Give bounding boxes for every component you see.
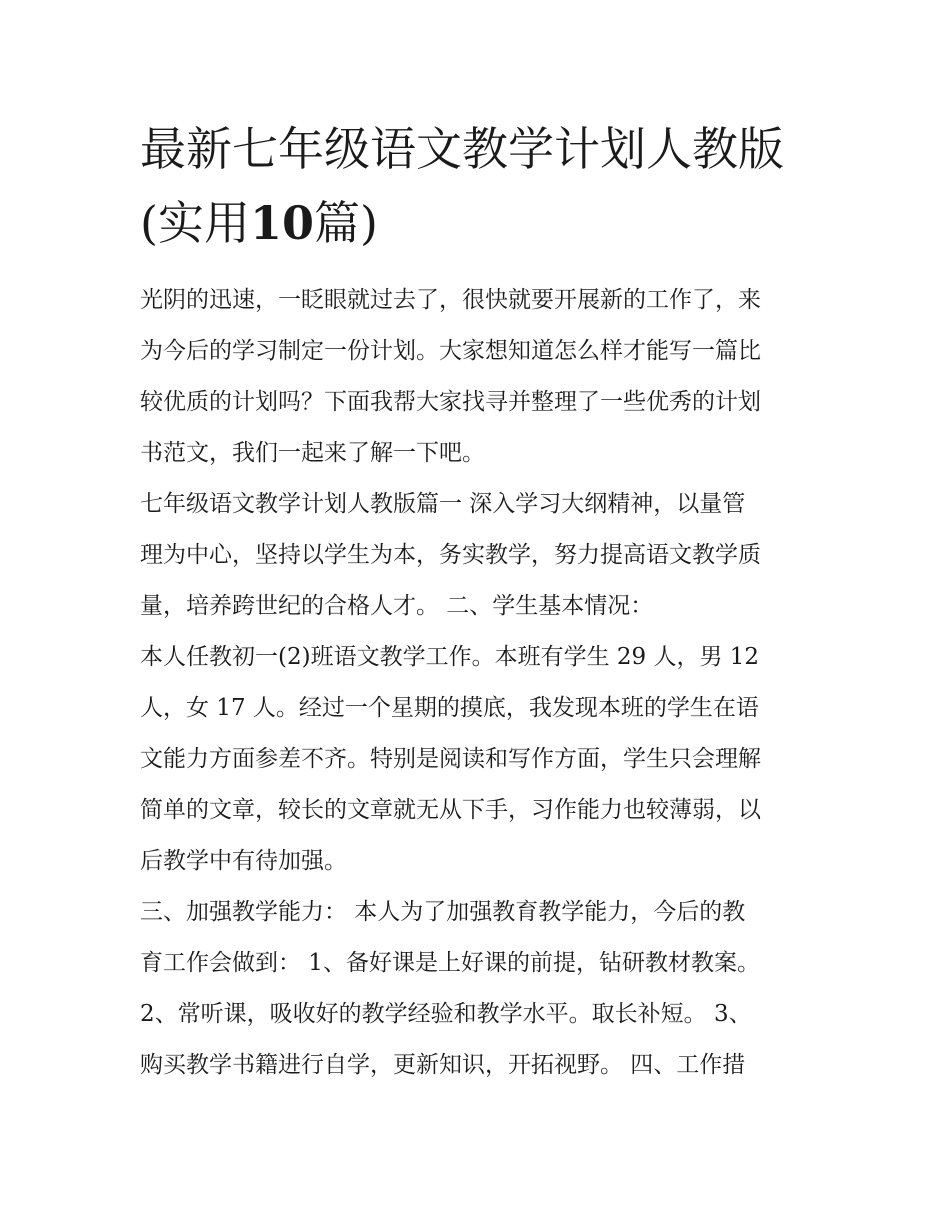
body-line: 七年级语文教学计划人教版篇一 深入学习大纲精神，以量管 — [140, 491, 746, 517]
body-line: 较优质的计划吗？下面我帮大家找寻并整理了一些优秀的计划 — [140, 389, 761, 415]
body-line: 本人任教初一(2)班语文教学工作。本班有学生 29 人，男 12 — [140, 644, 760, 670]
body-line: 理为中心，坚持以学生为本，务实教学，努力提高语文教学质 — [140, 542, 761, 568]
body-line: 书范文，我们一起来了解一下吧。 — [140, 440, 485, 466]
title-number: 10 — [249, 196, 314, 250]
document-title — [140, 112, 820, 260]
body-line: 量，培养跨世纪的合格人才。 二、学生基本情况： — [140, 593, 654, 619]
title-text-part1: 最新七年级语文教学计划人教版(实用 — [140, 122, 784, 250]
body-line: 简单的文章，较长的文章就无从下手，习作能力也较薄弱，以 — [140, 797, 761, 823]
body-line: 文能力方面参差不齐。特别是阅读和写作方面，学生只会理解 — [140, 746, 761, 772]
body-line: 光阴的迅速，一眨眼就过去了，很快就要开展新的工作了，来 — [140, 287, 761, 313]
body-line: 购买教学书籍进行自学，更新知识，开拓视野。 四、工作措 — [140, 1052, 746, 1078]
body-line: 2、常听课，吸收好的教学经验和教学水平。取长补短。 3、 — [140, 1001, 752, 1027]
body-line: 育工作会做到： 1、备好课是上好课的前提，钻研教材教案。 — [140, 950, 760, 976]
body-line: 为今后的学习制定一份计划。大家想知道怎么样才能写一篇比 — [140, 338, 761, 364]
body-line: 人，女 17 人。经过一个星期的摸底，我发现本班的学生在语 — [140, 695, 759, 721]
body-line: 三、加强教学能力： 本人为了加强教育教学能力，今后的教 — [140, 899, 746, 925]
body-line: 后教学中有待加强。 — [140, 848, 347, 874]
title-text-part2: 篇) — [313, 196, 378, 250]
